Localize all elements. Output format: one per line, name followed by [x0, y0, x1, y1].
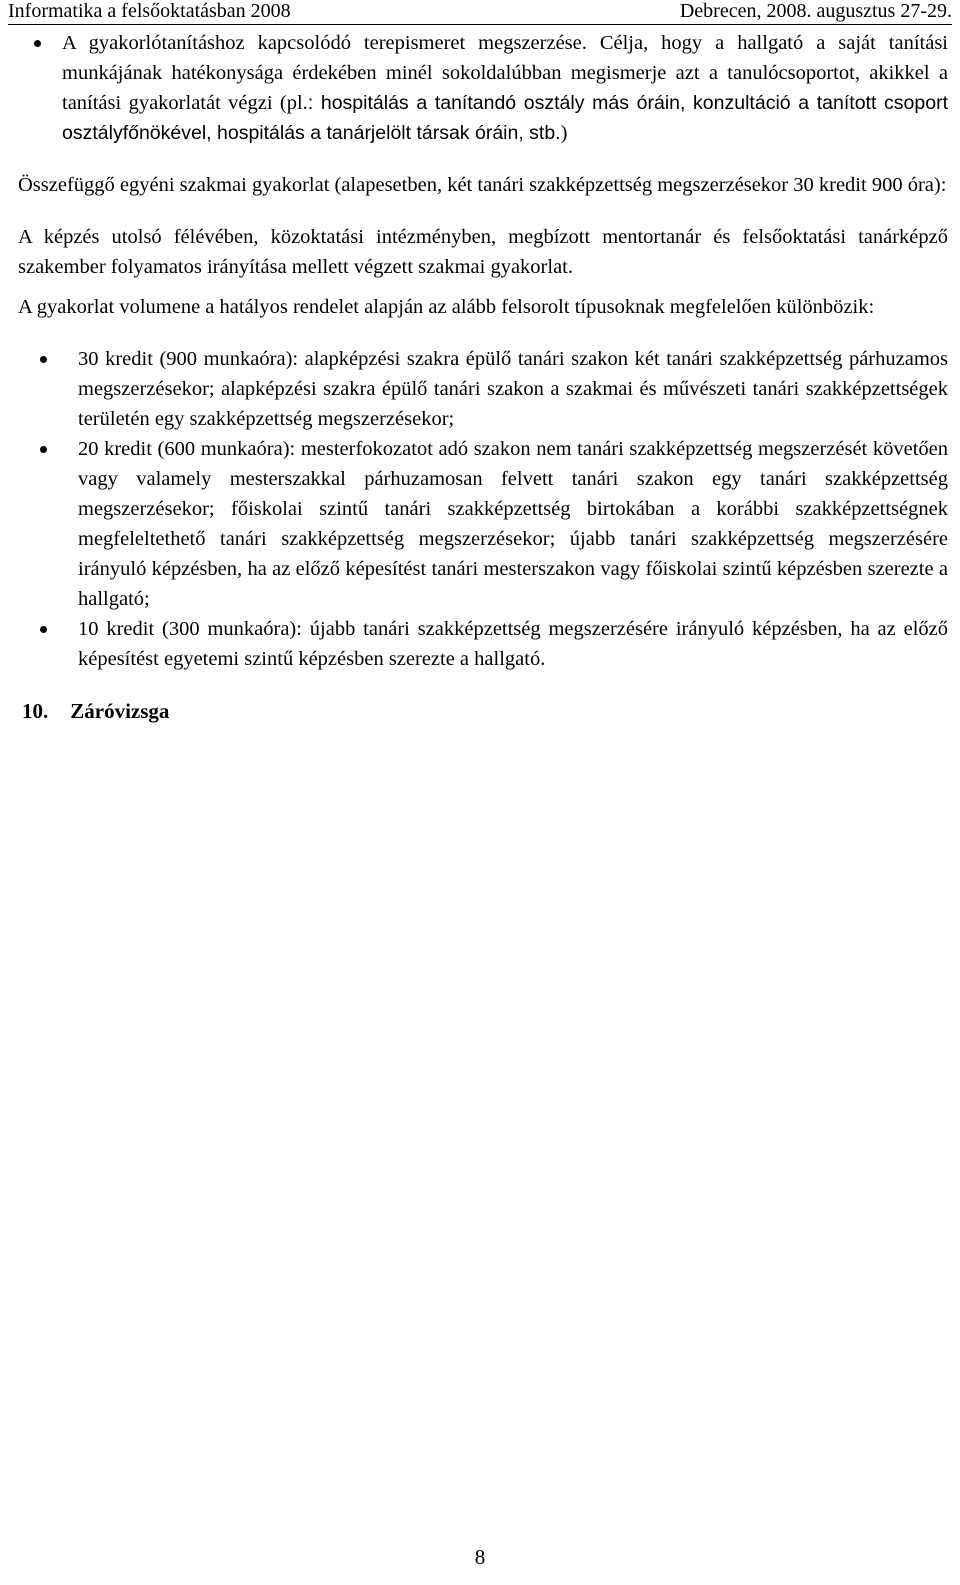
section-title: Záróvizsga — [70, 699, 170, 723]
page-header — [8, 0, 952, 25]
header-right: Debrecen, 2008. augusztus 27-29. — [679, 0, 952, 22]
list-item — [18, 434, 948, 614]
bullet-icon — [40, 356, 47, 363]
list-item — [18, 344, 948, 434]
page-number: 8 — [474, 1545, 486, 1569]
credit-item-text: 30 kredit (900 munkaóra): alapképzési szakra épülő tanári szakon két tanári szakképzettség párhuzamos megszerzésekor; alapképzési szakra épülő tanári szakon a szakmai és művészeti tanári szakképzettségek területén egy szakképzettség megszerzésekor; — [78, 348, 948, 430]
list-item — [18, 28, 948, 148]
section-number: 10. — [22, 699, 49, 723]
bullet-icon — [34, 40, 41, 47]
bullet-list-top — [18, 28, 948, 148]
credit-item-text: 20 kredit (600 munkaóra): mesterfokozatot adó szakon nem tanári szakképzettség megszerzését követően vagy valamely mesterszakkal párhuzamosan felvett tanári szakon egy tanári szakképzettség megszerzésekor; főiskolai szintű tanári szakképzettség birtokában a korábbi szakképzettségnek megfeleltethető tanári szakképzettség megszerzésekor; újabb tanári szakképzettség megszerzésére irányuló képzésben, ha az előző képesítést tanári mesterszakon vagy főiskolai szintű képzésben szerezte a hallgató; — [78, 438, 948, 610]
paragraph-volume: A gyakorlat volumene a hatályos rendelet alapján az alább felsorolt típusoknak megfelelően különbözik: — [18, 296, 875, 318]
bullet-icon — [40, 626, 47, 633]
bullet-text-serif: A gyakorlótanításhoz kapcsolódó terepismeret megszerzése. Célja, hogy a hallgató a saját tanítási munkájának hatékonysága érdekében minél sokoldalúbban megismerje azt a tanulócsoportot, akikkel a tanítási gyakorlatát végzi (pl. — [62, 32, 948, 114]
credit-item-text: 10 kredit (300 munkaóra): újabb tanári szakképzettség megszerzésére irányuló képzésben, ha az előző képesítést egyetemi szintű képzésben szerezte a hallgató. — [78, 618, 948, 670]
bullet-text-sans: : hospitálás a tanítandó osztály más óráin, konzultáció a tanított csoport osztályfőnökével, hospitálás a tanárjelölt társak óráin, stb. — [62, 92, 948, 144]
section-heading — [18, 696, 948, 726]
bullet-list-credits — [18, 344, 948, 674]
list-item — [18, 614, 948, 674]
document-body — [18, 28, 948, 726]
paragraph-practice-description: A képzés utolsó félévében, közoktatási intézményben, megbízott mentortanár és felsőoktatási tanárképző szakember folyamatos irányítása mellett végzett szakmai gyakorlat. — [18, 226, 948, 278]
bullet-icon — [40, 446, 47, 453]
header-left: Informatika a felsőoktatásban 2008 — [8, 0, 291, 22]
paragraph-practice-intro: Összefüggő egyéni szakmai gyakorlat (alapesetben, két tanári szakképzettség megszerzésekor 30 kredit 900 óra): — [18, 174, 947, 196]
bullet-text-end: ) — [560, 122, 568, 144]
